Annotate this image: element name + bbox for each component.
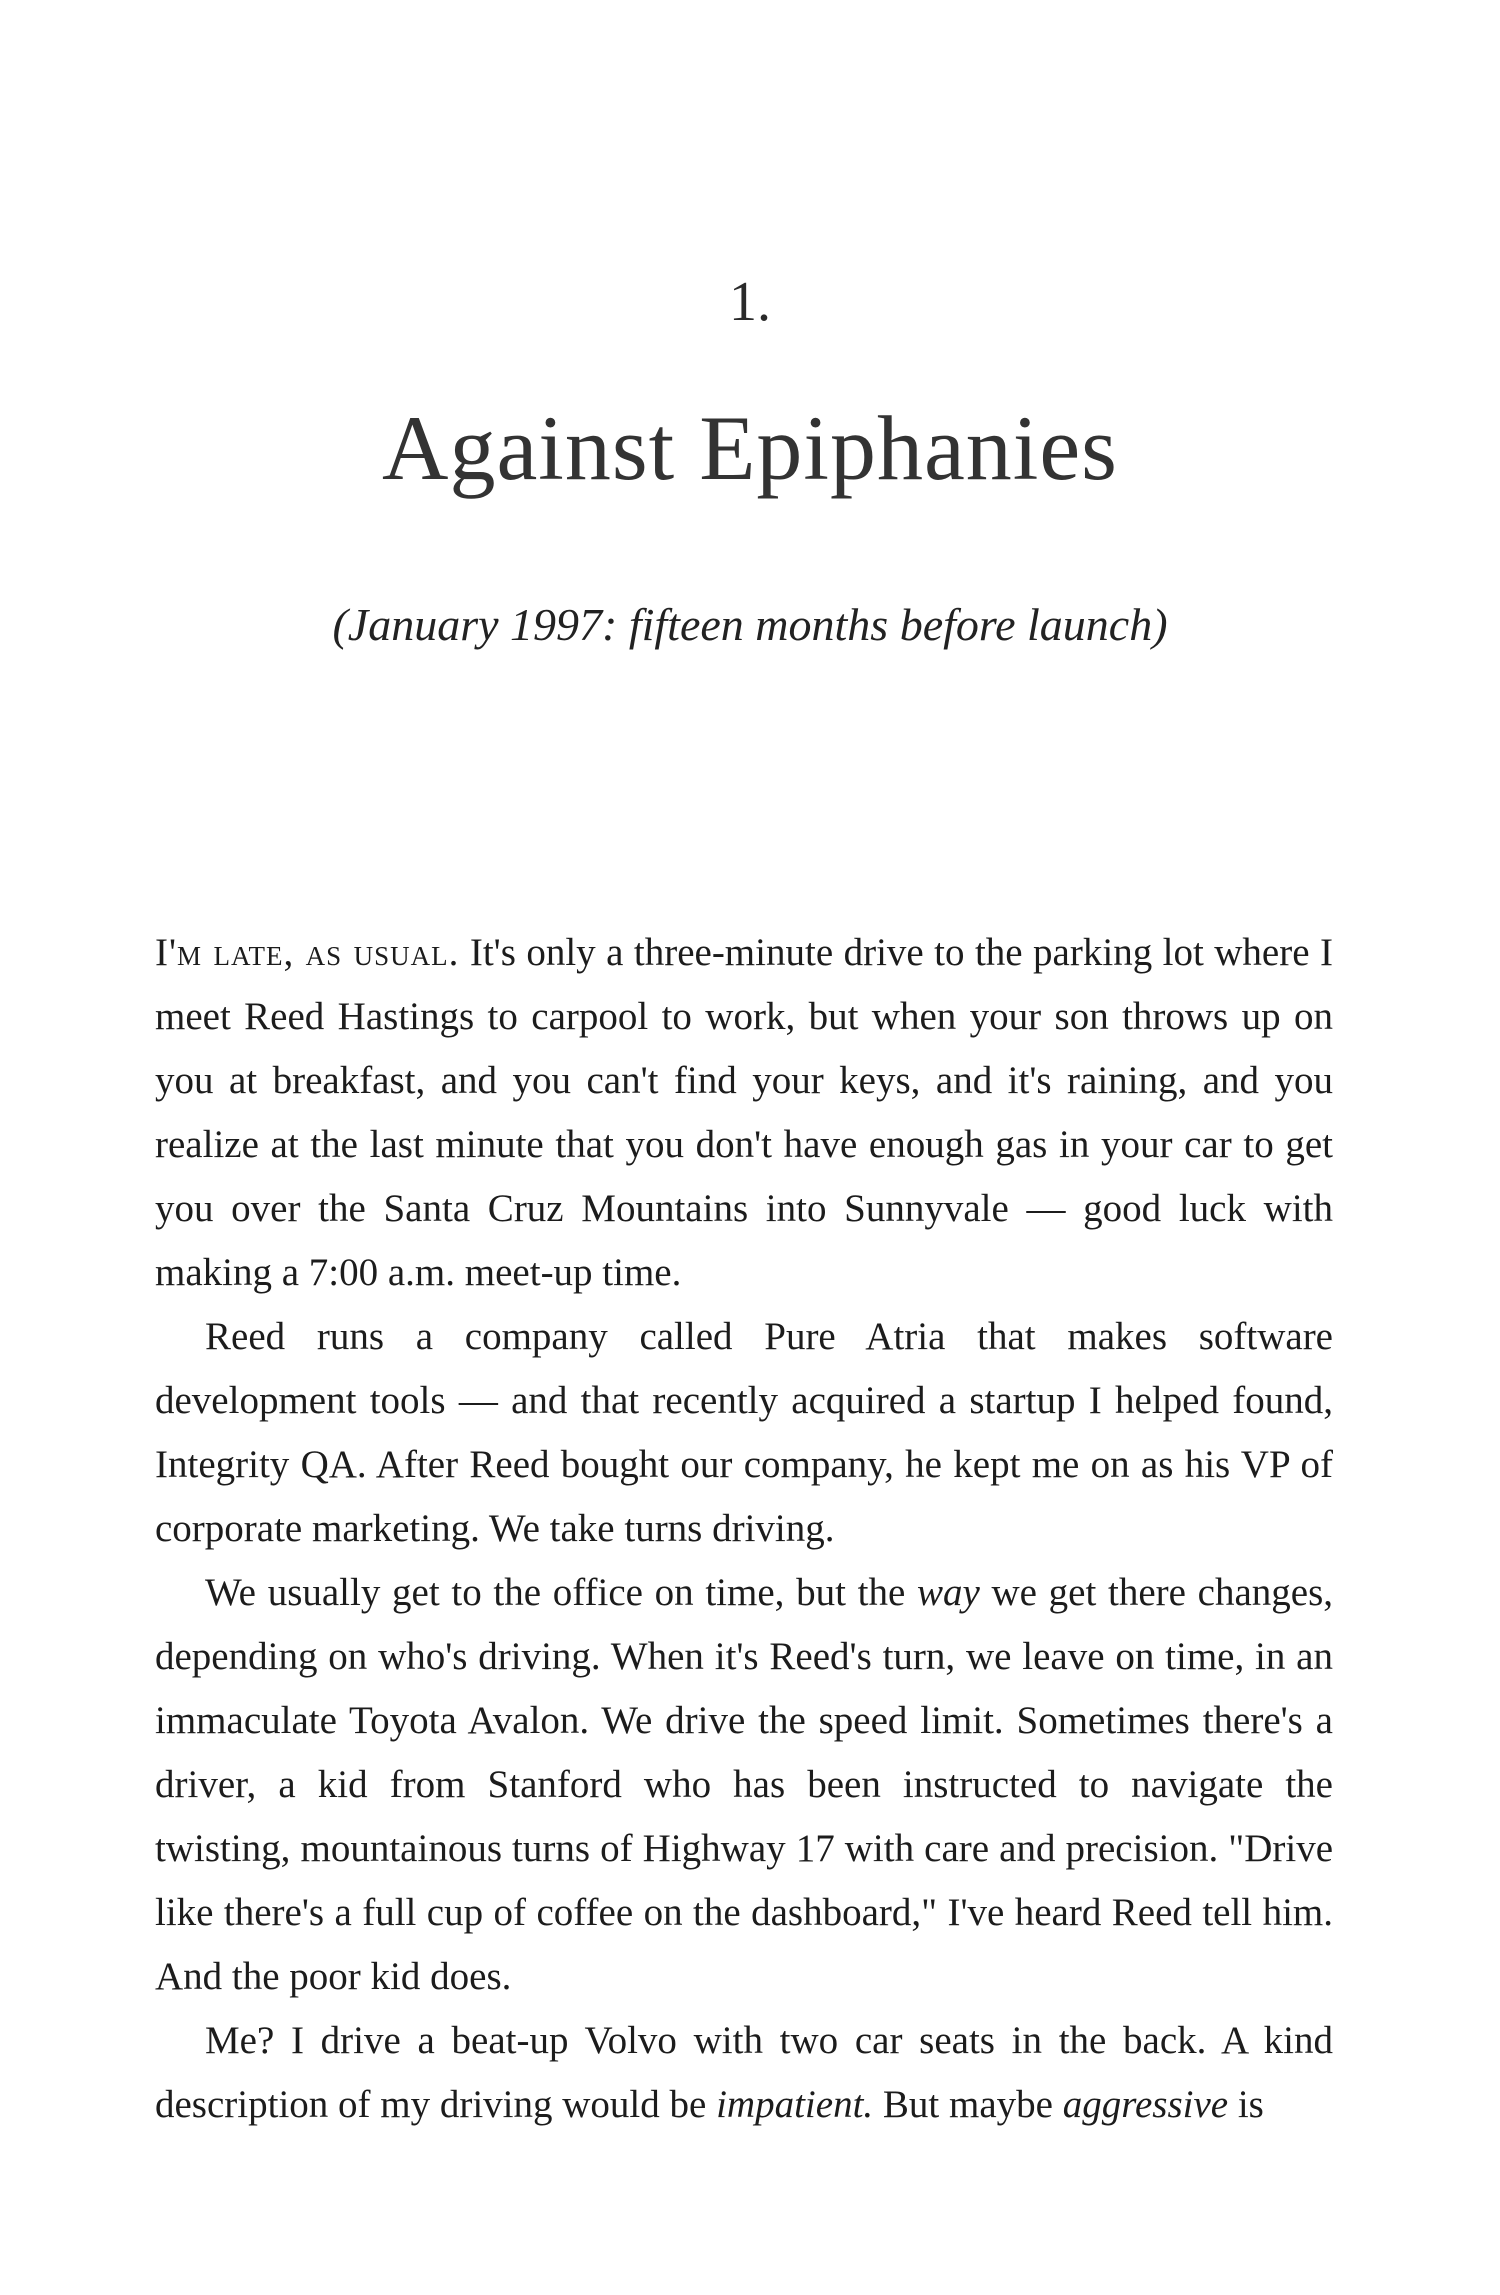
paragraph-3-before: We usually get to the office on time, but the <box>205 1571 917 1614</box>
chapter-body <box>155 921 1333 2137</box>
paragraph-1-text: It's only a three-minute drive to the parking lot where I meet Reed Hastings to carpool to work, but when your son throws up on you at breakfast, and you can't find your keys, and it's raining, and you realize at the last minute that you don't have enough gas in your car to get you over the Santa Cruz Mountains into Sunnyvale — good luck with making a 7:00 a.m. meet-up time. <box>155 931 1333 1294</box>
paragraph-1 <box>155 921 1333 1305</box>
chapter-title: Against Epiphanies <box>382 397 1118 499</box>
paragraph-4-middle: But maybe <box>873 2083 1063 2126</box>
paragraph-4 <box>155 2009 1333 2137</box>
paragraph-3-after: we get there changes, depending on who's driving. When it's Reed's turn, we leave on time, in an immaculate Toyota Avalon. We drive the speed limit. Sometimes there's a driver, a kid from Stanford who has been instructed to navigate the twisting, mountainous turns of Highway 17 with care and precision. "Drive like there's a full cup of coffee on the dashboard," I've heard Reed tell him. And the poor kid does. <box>155 1571 1334 1998</box>
paragraph-4-after: is <box>1228 2083 1264 2126</box>
paragraph-2-text: Reed runs a company called Pure Atria that makes software development tools — and that recently acquired a startup I helped found, Integrity QA. After Reed bought our company, he kept me on as his VP of corporate marketing. We take turns driving. <box>155 1315 1333 1550</box>
paragraph-3-emphasis: way <box>916 1571 980 1614</box>
chapter-number: 1. <box>729 271 771 333</box>
paragraph-4-before: Me? I drive a beat-up Volvo with two car seats in the back. A kind description of my driving would be <box>155 2019 1333 2126</box>
chapter-subtitle: (January 1997: fifteen months before launch) <box>332 599 1168 650</box>
paragraph-2 <box>155 1305 1333 1561</box>
paragraph-4-emphasis-1: impatient. <box>716 2083 874 2126</box>
opening-words: I'm late, as usual. <box>155 931 460 974</box>
paragraph-4-emphasis-2: aggressive <box>1062 2083 1229 2126</box>
paragraph-3 <box>155 1561 1333 2009</box>
